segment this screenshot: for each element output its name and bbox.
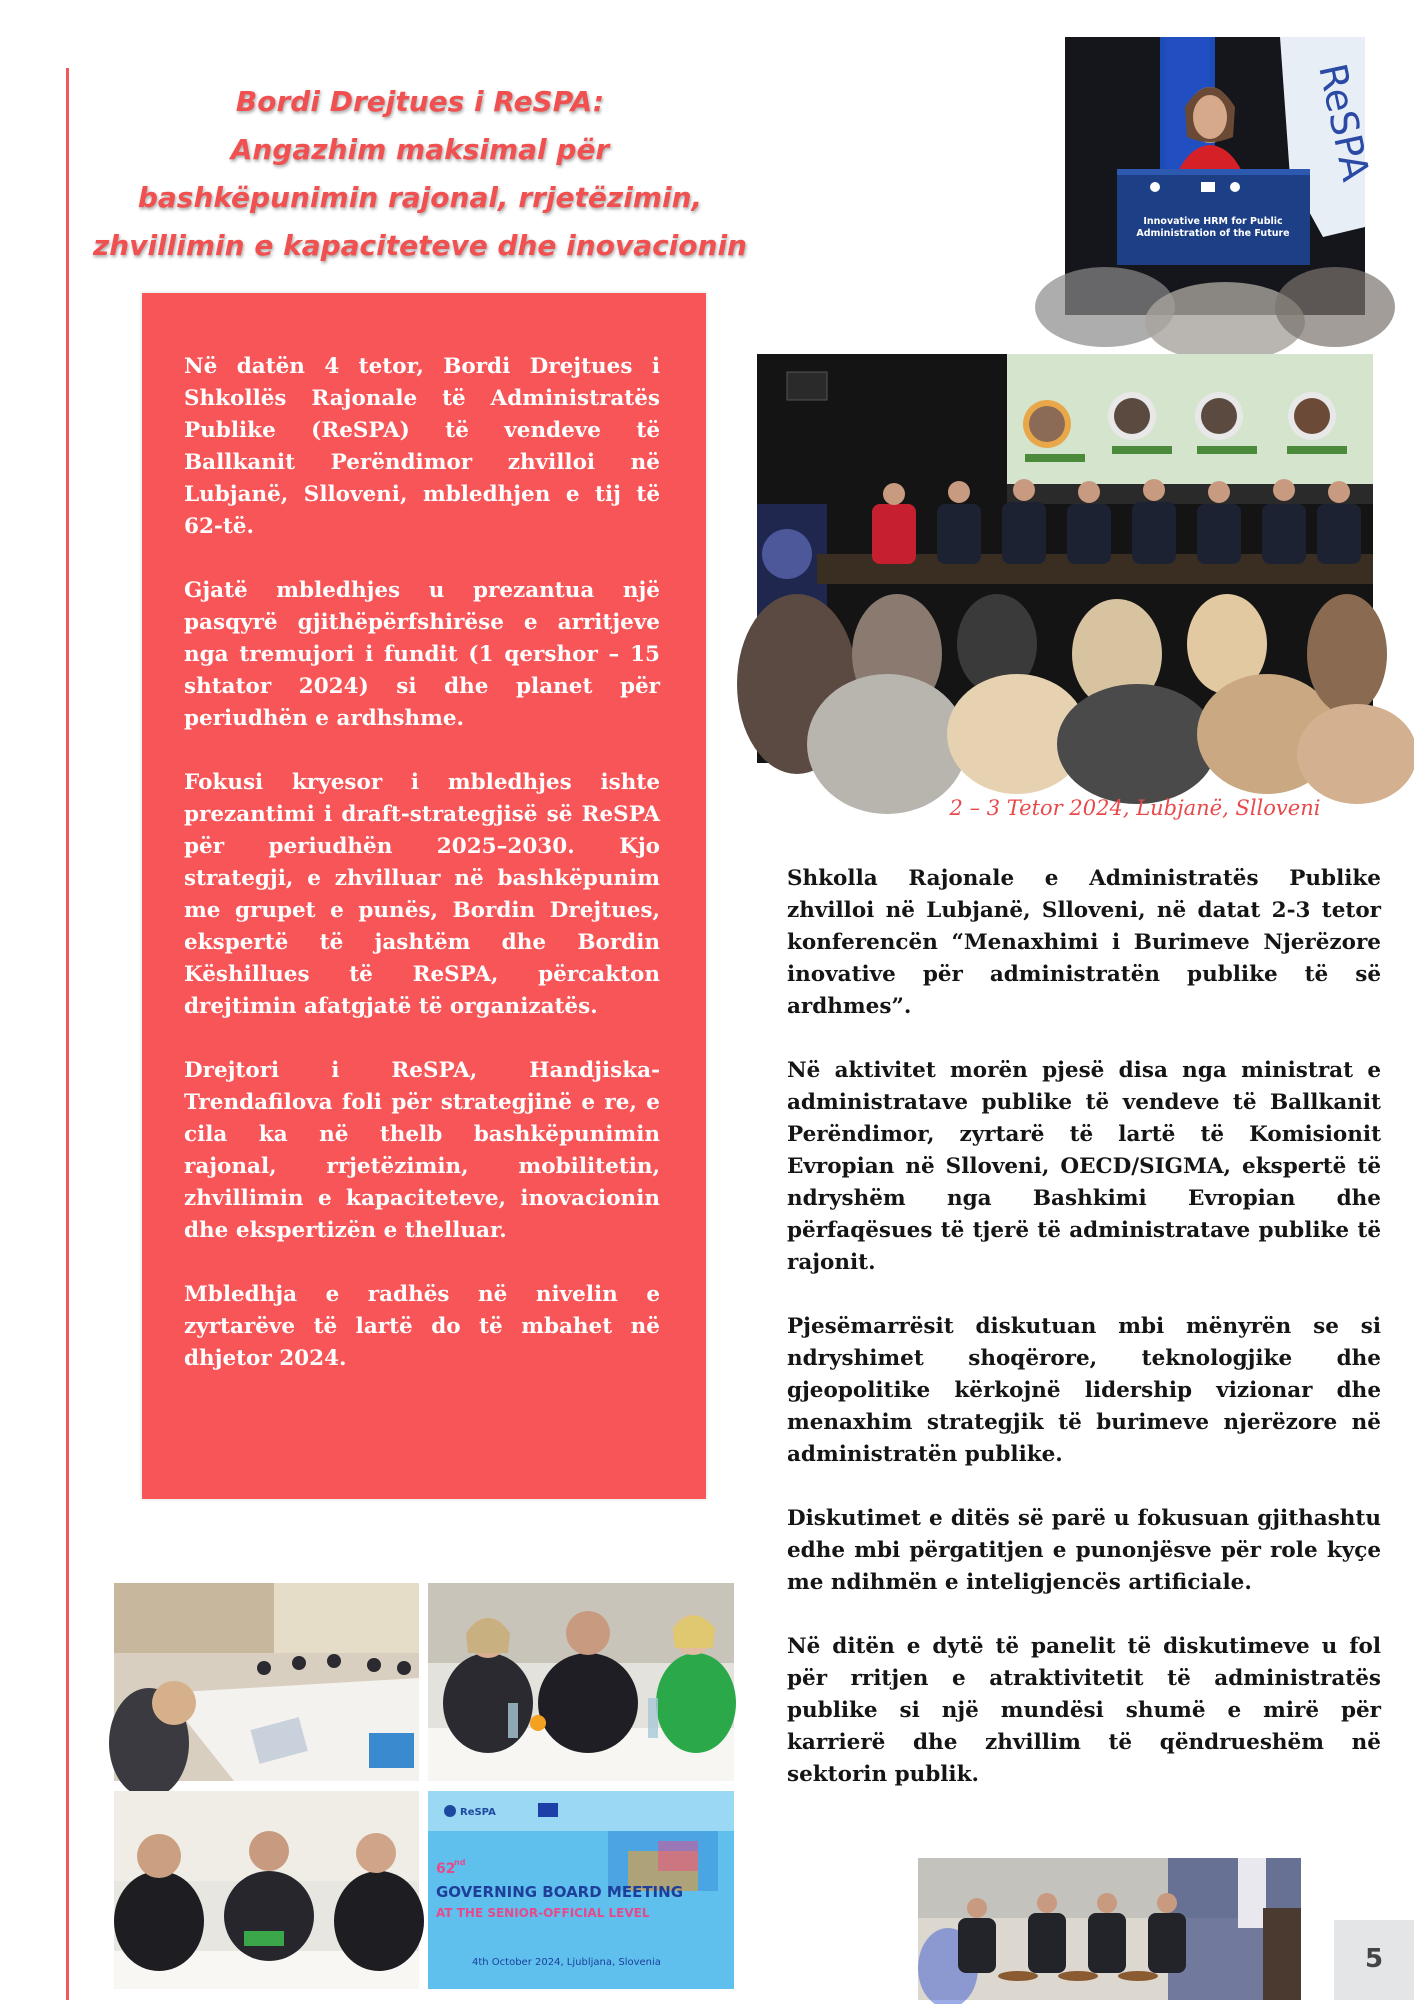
paragraph: Drejtori i ReSPA, Handjiska-Trendafilova foli për strategjinë e re, e cila ka në thelb bashkëpunimin rajonal, rrjetëzimin, mobilitetin, zhvillimin e kapaciteteve, inovacionin dhe ekspertizën e thelluar. [184,1058,660,1243]
slide-date: 4th October 2024, Ljubljana, Slovenia [472,1957,661,1968]
slide-ordinal: 62 [436,1861,456,1877]
lectern-text-1: Innovative HRM for Public [1143,216,1283,227]
summary-text [184,351,660,1407]
photo-caption: 2 – 3 Tetor 2024, Lubjanë, Slloveni [949,796,1321,820]
photo-delegates [114,1791,419,1989]
photo-speaker-podium [1065,37,1378,315]
photo-board-participants [428,1583,734,1781]
left-accent-line [66,68,69,2000]
article-body [787,863,1381,1823]
page-number: 5 [1364,1944,1384,1974]
paragraph: Gjatë mbledhjes u prezantua një pasqyrë gjithëpërfshirëse e arritjeve nga tremujori i fundit (1 qershor – 15 shtator 2024) si dhe planet për periudhën e ardhshme. [184,578,660,731]
paragraph: Në ditën e dytë të panelit të diskutimeve u fol për rritjen e atraktivitetit të administratës publike si një mundësi shumë e mirë për karrierë dhe zhvillim të qëndrueshëm në sektorin publik. [787,1634,1381,1787]
paragraph: Diskutimet e ditës së parë u fokusuan gjithashtu edhe mbi përgatitjen e punonjësve për role kyçe me ndihmën e inteligjencës artificiale. [787,1506,1381,1595]
summary-box [142,293,706,1499]
title-line: zhvillimin e kapaciteteve dhe inovacionin [93,229,747,262]
photo-panel-discussion [918,1858,1301,2000]
paragraph: Fokusi kryesor i mbledhjes ishte prezantimi i draft-strategjisë së ReSPA për periudhën 2025–2030. Kjo strategji, e zhvilluar në bashkëpunim me grupet e punës, Bordin Drejtues, ekspertë të jashtëm dhe Bordin Këshillues të ReSPA, përcakton drejtimin afatgjatë të organizatës. [184,770,660,1019]
paragraph: Shkolla Rajonale e Administratës Publike zhvilloi në Lubjanë, Slloveni, në datat 2-3 tetor konferencën “Menaxhimi i Burimeve Njerëzore inovative për administratën publike të së ardhmes”. [787,866,1381,1019]
slide-title-1: GOVERNING BOARD MEETING [436,1883,684,1901]
slide-logo: ReSPA [460,1807,496,1818]
title-line: Angazhim maksimal për [230,133,610,166]
paragraph: Pjesëmarrësit diskutuan mbi mënyrën se si ndryshimet shoqërore, teknologjike dhe gjeopolitike kërkojnë lidership vizionar dhe menaxhim strategjik të burimeve njerëzore në administratën publike. [787,1314,1381,1467]
paragraph: Në aktivitet morën pjesë disa nga ministrat e administratave publike të vendeve të Ballkanit Perëndimor, zyrtarë të lartë të Komisionit Evropian në Slloveni, OECD/SIGMA, ekspertë të ndryshëm nga Bashkimi Evropian dhe përfaqësues të tjerë të administratave publike të rajonit. [787,1058,1381,1275]
photo-governing-board-slide [428,1791,734,1989]
article-title [80,78,760,270]
paragraph: Në datën 4 tetor, Bordi Drejtues i Shkollës Rajonale të Administratës Publike (ReSPA) të vendeve të Ballkanit Perëndimor zhvilloi në Lubjanë, Slloveni, mbledhjen e tij të 62-të. [184,354,660,539]
photo-conference-panel [757,354,1373,763]
page-number-box [1334,1920,1414,2000]
title-line: Bordi Drejtues i ReSPA: [235,85,605,118]
flag-respa-text: ReSPA [1310,59,1378,185]
lectern-text-2: Administration of the Future [1136,228,1290,239]
paragraph: Mbledhja e radhës në nivelin e zyrtarëve të lartë do të mbahet në dhjetor 2024. [184,1282,660,1371]
slide-ordinal-sup: nd [454,1858,466,1867]
title-line: bashkëpunimin rajonal, rrjetëzimin, [137,181,703,214]
slide-title-2: AT THE SENIOR-OFFICIAL LEVEL [436,1906,650,1920]
photo-meeting-room [114,1583,419,1781]
